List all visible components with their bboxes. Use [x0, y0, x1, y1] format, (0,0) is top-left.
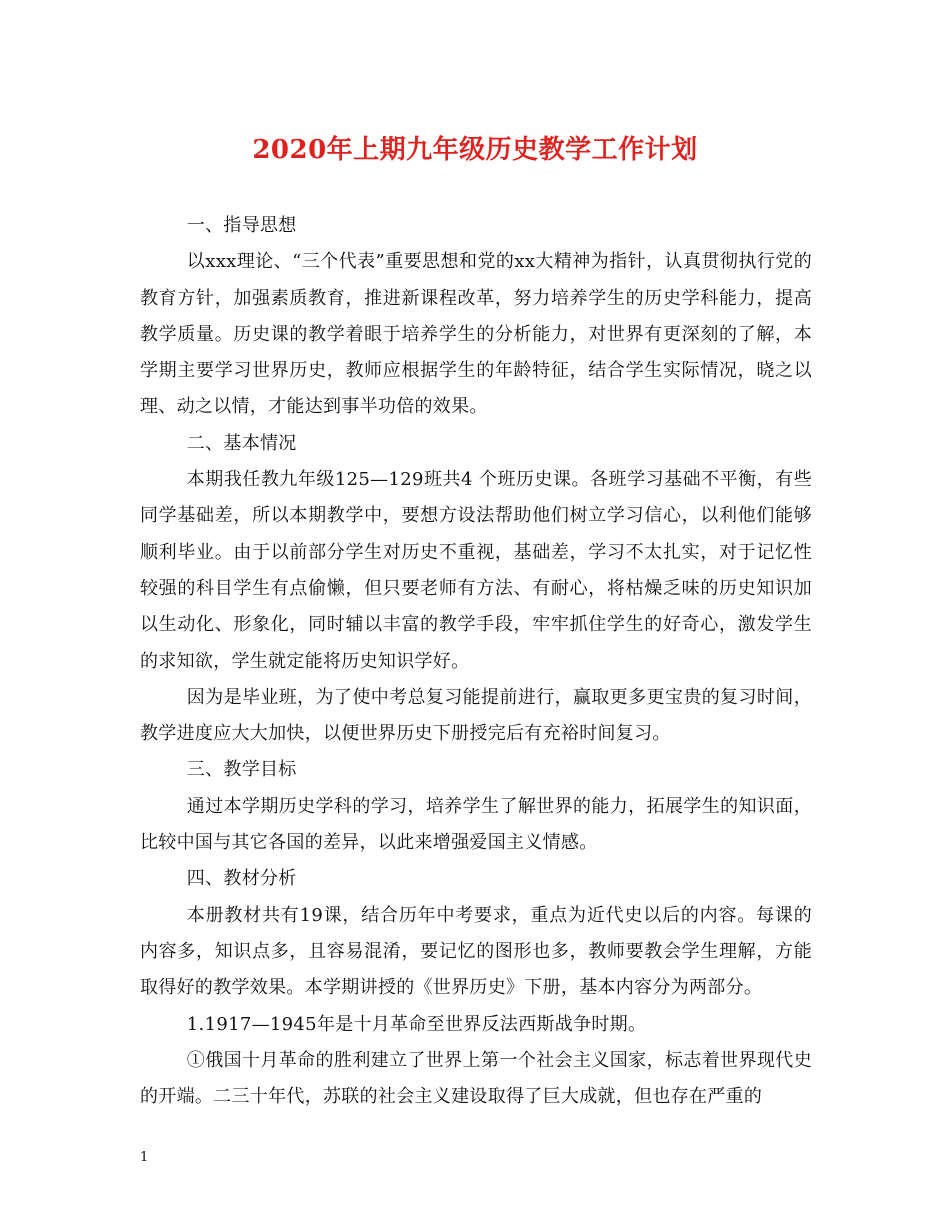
section-heading-teaching-goals: 三、教学目标	[186, 759, 297, 781]
list-item-period-one: 1.1917—1945年是十月革命至世界反法西斯战争时期。	[186, 1013, 647, 1035]
document-body	[140, 208, 812, 1115]
section-heading-guiding-thought: 一、指导思想	[186, 215, 297, 236]
paragraph-basic-situation: 本期我任教九年级125—129班共4 个班历史课。各班学习基础不平衡，有些同学基础差，所以本期教学中，要想方设法帮助他们树立学习信心，以利他们能够顺利毕业。由于以前部分学生对历史不重视，基础差，学习不太扎实，对于记忆性较强的科目学生有点偷懒，但只要老师有方法、有耐心，将枯燥乏味的历史知识加以生动化、形象化，同时辅以丰富的教学手段，牢牢抓住学生的好奇心，激发学生的求知欲，学生就定能将历史知识学好。	[140, 469, 812, 672]
page-number: 1	[140, 1150, 149, 1165]
paragraph-textbook-analysis: 本册教材共有19课，结合历年中考要求，重点为近代史以后的内容。每课的内容多，知识点多，且容易混淆，要记忆的图形也多，教师要教会学生理解，方能取得好的教学效果。本学期讲授的《世界历史》下册，基本内容分为两部分。	[140, 904, 812, 999]
paragraph-graduating-class: 因为是毕业班，为了使中考总复习能提前进行，赢取更多更宝贵的复习时间，教学进度应大大加快，以便世界历史下册授完后有充裕时间复习。	[140, 686, 812, 745]
section-heading-basic-situation: 二、基本情况	[186, 432, 297, 454]
paragraph-october-revolution: ①俄国十月革命的胜利建立了世界上第一个社会主义国家，标志着世界现代史的开端。二三十年代，苏联的社会主义建设取得了巨大成就，但也存在严重的	[140, 1049, 812, 1108]
paragraph-guiding-thought: 以xxx理论、“三个代表”重要思想和党的xx大精神为指针，认真贯彻执行党的教育方针，加强素质教育，推进新课程改革，努力培养学生的历史学科能力，提高教学质量。历史课的教学着眼于培养学生的分析能力，对世界有更深刻的了解，本学期主要学习世界历史，教师应根据学生的年龄特征，结合学生实际情况，晓之以理、动之以情，才能达到事半功倍的效果。	[140, 251, 812, 418]
document-title: 2020年上期九年级历史教学工作计划	[252, 135, 698, 165]
section-heading-textbook-analysis: 四、教材分析	[186, 868, 297, 890]
paragraph-teaching-goals: 通过本学期历史学科的学习，培养学生了解世界的能力，拓展学生的知识面，比较中国与其它各国的差异，以此来增强爱国主义情感。	[140, 795, 812, 854]
